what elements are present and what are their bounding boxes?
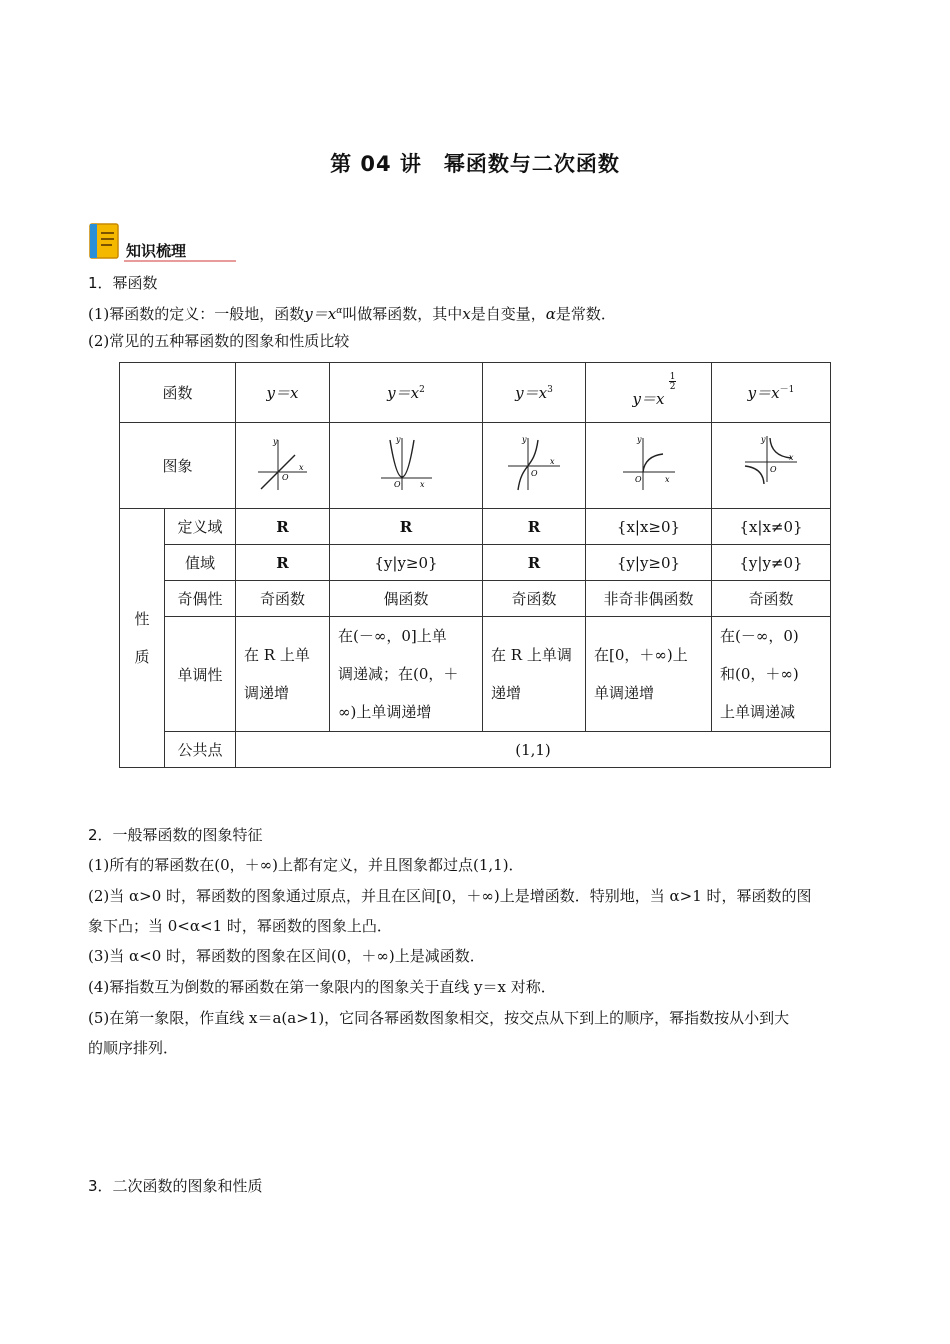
origin-label: O	[531, 468, 538, 478]
monotonicity-row	[120, 617, 831, 732]
func-cell-1	[236, 363, 330, 423]
range-1: R	[236, 545, 330, 581]
badge-label: 知识梳理	[126, 242, 187, 260]
domain-5: {x|x≠0}	[712, 509, 831, 545]
common-point-value: (1,1)	[236, 732, 831, 768]
axis-label-x: x	[420, 479, 425, 489]
origin-label: O	[634, 474, 642, 484]
func-exp: 3	[547, 385, 553, 395]
func-cell-5	[712, 363, 831, 423]
range-4: {y|y≥0}	[586, 545, 712, 581]
feature-1: (1)所有的幂函数在(0，＋∞)上都有定义，并且图象都过点(1,1)．	[88, 856, 524, 874]
axis-label-y: y	[272, 436, 278, 446]
parity-row	[120, 581, 831, 617]
parity-5: 奇函数	[712, 581, 831, 617]
section-badge	[88, 222, 187, 262]
mono-1	[236, 617, 330, 732]
func-exp: －1	[779, 385, 795, 395]
parity-4: 非奇非偶函数	[586, 581, 712, 617]
mono-4	[586, 617, 712, 732]
graph-cell-4	[586, 423, 712, 509]
axis-label-y: y	[761, 434, 766, 444]
origin-label: O	[394, 479, 401, 489]
def-formula: y＝x	[304, 305, 337, 323]
def-exponent: α	[336, 306, 343, 316]
mono-line: 在(－∞，0]上单	[338, 627, 447, 645]
domain-1: R	[236, 509, 330, 545]
row-label-domain: 定义域	[165, 509, 236, 545]
domain-4: {x|x≥0}	[586, 509, 712, 545]
comparison-intro: (2)常见的五种幂函数的图象和性质比较	[88, 332, 350, 350]
mono-line: 在(－∞，0)	[720, 627, 799, 645]
properties-label	[120, 509, 165, 768]
row-label-monotonicity: 单调性	[165, 617, 236, 732]
mono-line: 和(0，＋∞)	[720, 665, 799, 683]
def-text-2: 叫做幂函数，其中	[342, 305, 463, 323]
mono-line: 上单调递减	[720, 703, 796, 721]
func-exp-fraction: 1 2	[669, 372, 676, 392]
func-exp: 2	[419, 385, 425, 395]
range-row	[120, 545, 831, 581]
mono-5	[712, 617, 831, 732]
row-label-graph: 图象	[120, 423, 236, 509]
function-row	[120, 363, 831, 423]
feature-4: (4)幂指数互为倒数的幂函数在第一象限内的图象关于直线 y＝x 对称．	[88, 978, 556, 996]
mono-line: 在 R 上单调	[491, 646, 572, 664]
origin-label: O	[770, 464, 777, 474]
domain-2: R	[330, 509, 483, 545]
def-text-4: 是常数．	[555, 305, 616, 323]
feature-2: (2)当 α>0 时，幂函数的图象通过原点，并且在区间[0，＋∞)上是增函数．特别地，当 α>1 时，幂函数的图	[88, 887, 812, 905]
row-label-function: 函数	[120, 363, 236, 423]
range-2: {y|y≥0}	[330, 545, 483, 581]
def-alpha: α	[545, 305, 556, 323]
func-text: y＝x	[747, 384, 780, 402]
def-text-3: 是自变量，	[470, 305, 546, 323]
func-cell-4	[586, 363, 712, 423]
range-3: R	[483, 545, 586, 581]
section2-heading: 2．一般幂函数的图象特征	[88, 826, 263, 844]
row-label-range: 值域	[165, 545, 236, 581]
row-label-common: 公共点	[165, 732, 236, 768]
graph-cell-3	[483, 423, 586, 509]
feature-2-cont: 象下凸；当 0<α<1 时，幂函数的图象上凸．	[88, 917, 392, 935]
axis-label-y: y	[396, 434, 401, 444]
feature-5-cont: 的顺序排列．	[88, 1039, 179, 1057]
section3-heading: 3．二次函数的图象和性质	[88, 1177, 263, 1195]
graph-cell-5	[712, 423, 831, 509]
graph-row	[120, 423, 831, 509]
axis-label-x: x	[789, 452, 794, 462]
graph-reciprocal	[741, 434, 801, 494]
mono-line: 在[0，＋∞)上	[594, 646, 688, 664]
page-title: 第 04 讲 幂函数与二次函数	[330, 152, 620, 176]
parity-2: 偶函数	[330, 581, 483, 617]
section1-heading: 1．幂函数	[88, 274, 158, 292]
func-text: y＝x	[632, 390, 665, 408]
prop-char-1: 性	[134, 610, 150, 628]
domain-3: R	[483, 509, 586, 545]
axis-label-y: y	[522, 434, 527, 444]
range-5: {y|y≠0}	[712, 545, 831, 581]
prop-char-2: 质	[134, 648, 150, 666]
mono-line: ∞)上单调递增	[338, 703, 432, 721]
graph-cell-1	[236, 423, 330, 509]
feature-3: (3)当 α<0 时，幂函数的图象在区间(0，＋∞)上是减函数．	[88, 947, 485, 965]
domain-row	[120, 509, 831, 545]
mono-line: 调递增	[244, 684, 290, 702]
axis-label-x: x	[298, 462, 304, 472]
mono-line: 单调递增	[594, 684, 655, 702]
func-text: y＝x	[515, 384, 548, 402]
row-label-parity: 奇偶性	[165, 581, 236, 617]
mono-line: 递增	[491, 684, 522, 702]
common-point-row	[120, 732, 831, 768]
origin-label: O	[281, 472, 289, 482]
axis-label-y: y	[636, 434, 642, 444]
graph-cube	[504, 434, 564, 494]
func-text: y＝x	[266, 384, 299, 402]
mono-2	[330, 617, 483, 732]
parity-3: 奇函数	[483, 581, 586, 617]
graph-cell-2	[330, 423, 483, 509]
graph-linear	[253, 434, 313, 494]
graph-square	[376, 434, 436, 494]
func-cell-2	[330, 363, 483, 423]
mono-line: 调递减；在(0，＋	[338, 665, 459, 683]
book-icon	[88, 222, 122, 262]
def-text: (1)幂函数的定义：一般地，函数	[88, 305, 305, 323]
power-function-table	[119, 362, 831, 768]
mono-line: 在 R 上单	[244, 646, 310, 664]
mono-3	[483, 617, 586, 732]
feature-5: (5)在第一象限，作直线 x＝a(a>1)，它同各幂函数图象相交，按交点从下到上的顺序，幂指数按从小到大	[88, 1009, 790, 1027]
definition-paragraph	[88, 296, 864, 329]
axis-label-x: x	[550, 456, 555, 466]
parity-1: 奇函数	[236, 581, 330, 617]
badge-underline	[124, 260, 236, 262]
def-x: x	[462, 305, 471, 323]
func-cell-3	[483, 363, 586, 423]
func-text: y＝x	[387, 384, 420, 402]
graph-sqrt	[619, 434, 679, 494]
axis-label-x: x	[664, 474, 670, 484]
